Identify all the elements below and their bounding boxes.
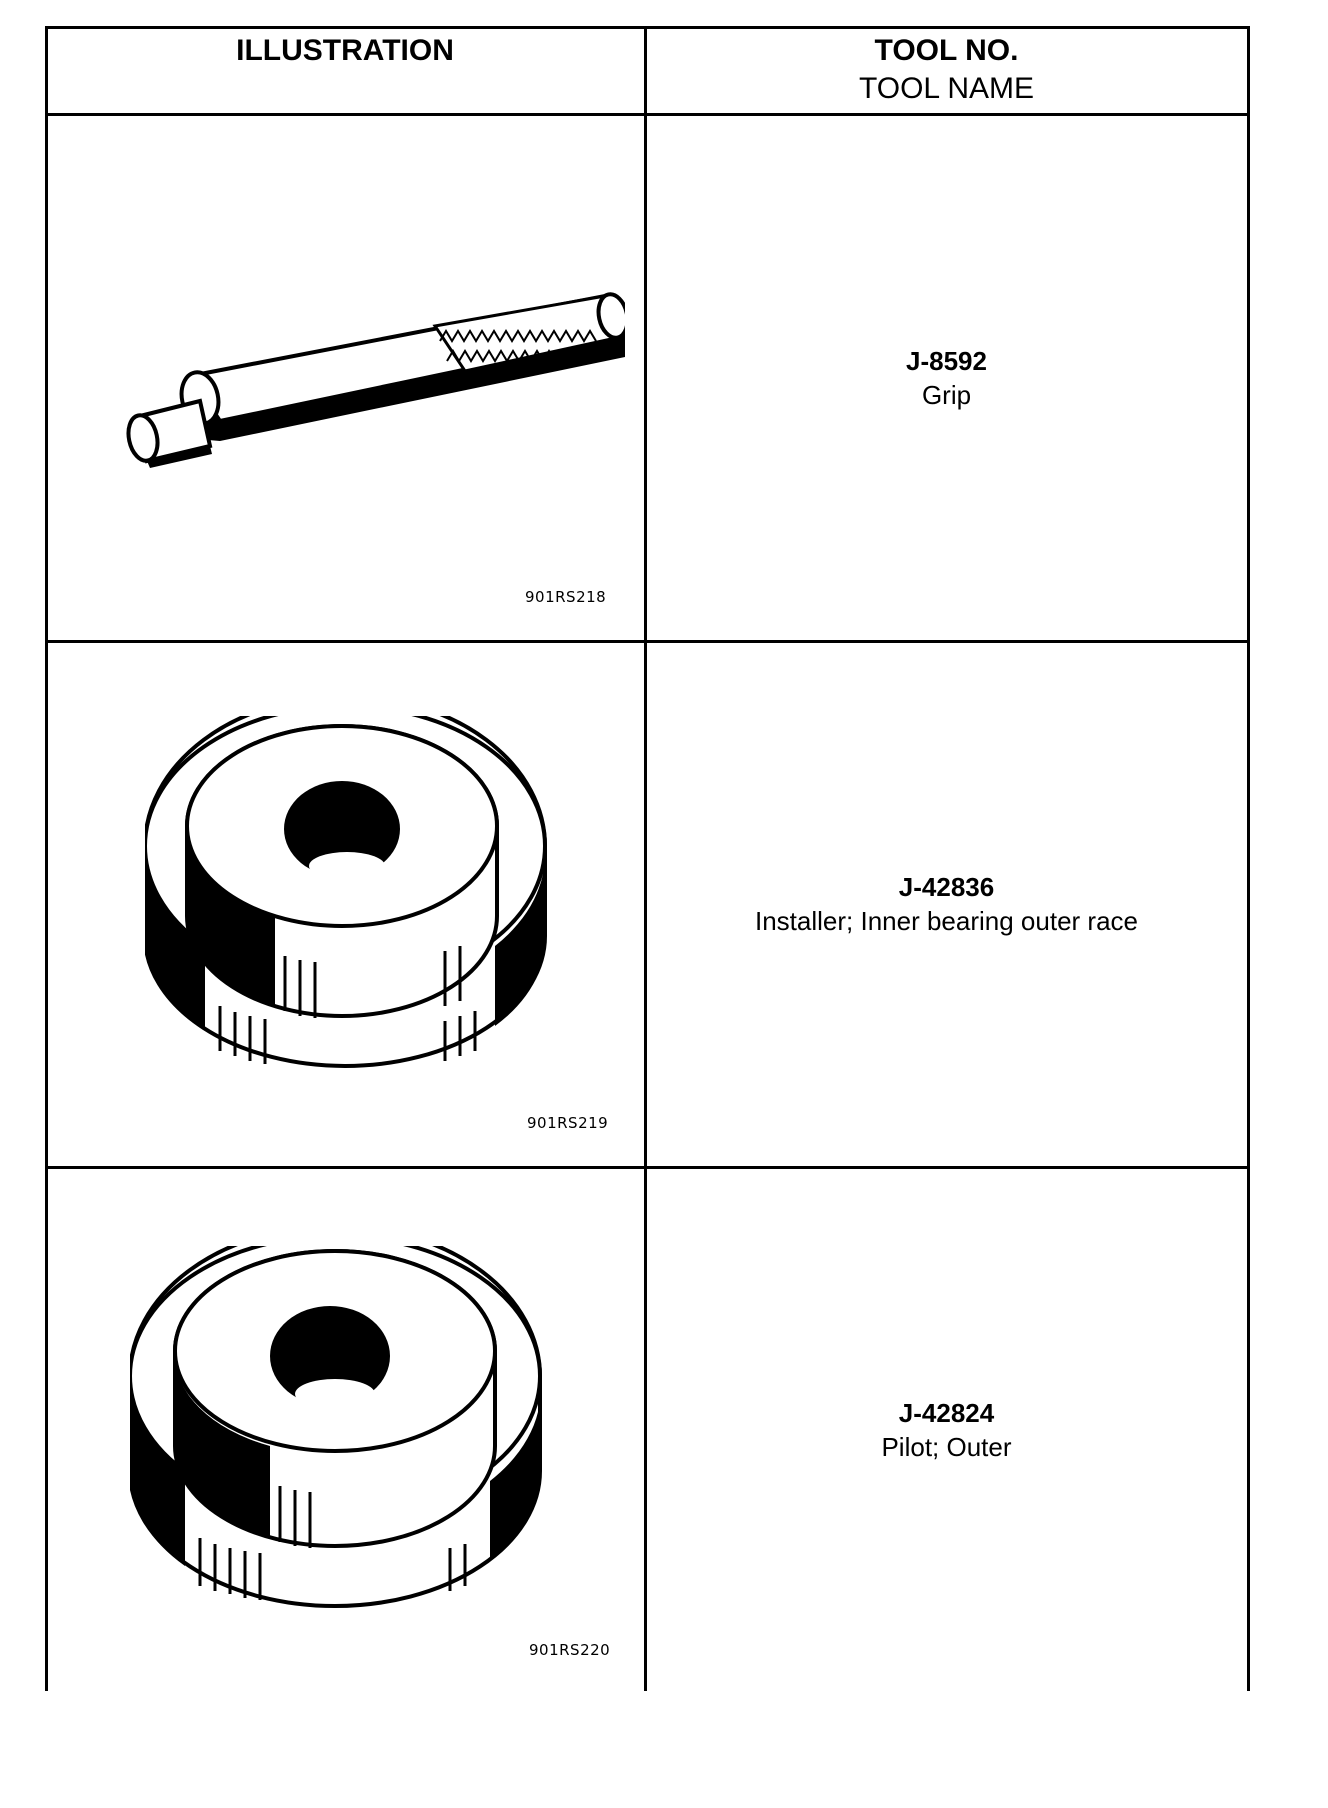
installer-disc-icon xyxy=(145,716,605,1126)
tool-number: J-8592 xyxy=(906,346,987,376)
tool-name: Grip xyxy=(921,380,972,410)
tool-name: Installer; Inner bearing outer race xyxy=(755,906,1138,936)
tool-cell xyxy=(645,1396,1248,1464)
tool-number: J-42836 xyxy=(898,872,995,902)
header-tool-name-label: TOOL NAME xyxy=(858,72,1035,105)
tool-cell xyxy=(645,870,1248,938)
tool-number: J-42824 xyxy=(898,1398,995,1428)
tool-cell xyxy=(645,344,1248,412)
grip-tool-icon xyxy=(85,176,625,536)
illustration-code: 901RS220 xyxy=(529,1641,611,1659)
illustration-code: 901RS219 xyxy=(527,1114,609,1132)
pilot-disc-icon xyxy=(130,1246,600,1666)
header-tool xyxy=(645,32,1248,108)
illustration-code: 901RS218 xyxy=(525,588,607,606)
tool-name: Pilot; Outer xyxy=(881,1432,1012,1462)
header-illustration-label: ILLUSTRATION xyxy=(236,34,454,67)
header-illustration xyxy=(45,32,645,70)
header-tool-no-label: TOOL NO. xyxy=(874,34,1019,67)
